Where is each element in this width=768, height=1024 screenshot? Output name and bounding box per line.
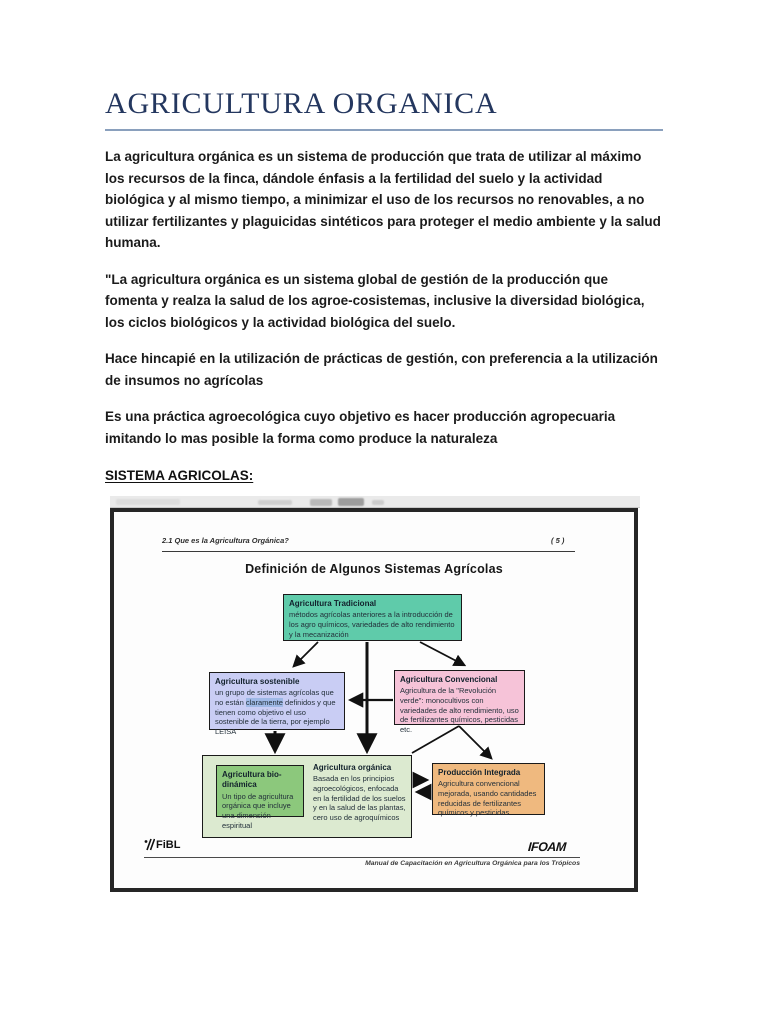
figure-header-rule [162,551,575,552]
box-text [215,688,339,736]
box-title: Producción Integrada [438,768,521,777]
figure-frame [110,508,638,892]
figure-title: Definición de Algunos Sistemas Agrícolas [245,562,503,576]
toolbar-smudge [338,498,364,506]
toolbar-smudge [116,499,180,505]
embedded-figure [110,496,640,892]
toolbar-smudge [258,500,292,505]
figure-toolbar-remnant [110,496,640,508]
box-text: Agricultura de la "Revolución verde": monocultivos con variedades de alto rendimiento, uso de fertilizantes químicos, pesticidas etc. [400,686,519,734]
fibl-logo-icon [144,838,155,851]
diagram-box-agricultura-tradicional [283,594,462,641]
box-text: métodos agrícolas anteriores a la introducción de los agro químicos, variedades de alto rendimiento y la mecanización [289,610,455,639]
toolbar-smudge [372,500,384,505]
highlighted-word: claramente [245,697,283,707]
page-title: AGRICULTURA ORGANICA [105,87,498,120]
figure-caption: Manual de Capacitación en Agricultura Orgánica para los Trópicos [365,860,580,867]
diagram-box-agricultura-biodinamica [216,765,304,830]
box-text-segment: definidos y que tienen como objetivo el uso sostenible de la tierra, por ejemplo LEISA [215,697,336,736]
fibl-logo [144,838,180,851]
figure-canvas [114,512,634,888]
figure-page-number: ( 5 ) [551,536,565,545]
ifoam-logo: IFOAM [527,840,567,854]
organica-text-block [313,763,407,822]
fibl-logo-text: FiBL [156,838,181,851]
paragraph-1: La agricultura orgánica es un sistema de producción que trata de utilizar al máximo los recursos de la finca, dándole énfasis a la fertilidad del suelo y la actividad biológica y al mismo tiempo, a minimizar el uso de los recursos no renovables, a no utilizar fertilizantes y plaguicidas sintéticos para proteger el medio ambiente y la salud humana. [105,149,661,250]
toolbar-smudge [310,499,332,506]
paragraph-2: "La agricultura orgánica es un sistema global de gestión de la producción que fomenta y realza la salud de los agroe-cosistemas, inclusive la diversidad biológica, los ciclos biológicos y la actividad biológica del suelo. [105,271,645,330]
title-underline [105,129,663,131]
figure-footer-rule [144,857,580,858]
box-title: Agricultura Tradicional [289,599,377,608]
box-title: Agricultura bio-dinámica [222,770,282,790]
diagram-box-agricultura-organica [202,755,412,838]
box-title: Agricultura orgánica [313,763,392,772]
paragraph-4: Es una práctica agroecológica cuyo objetivo es hacer producción agropecuaria imitando lo mas posible la forma como produce la naturaleza [105,409,616,446]
box-title: Agricultura sostenible [215,677,300,686]
box-text: Agricultura convencional mejorada, usando cantidades reducidas de fertilizantes químicos y pesticidas [438,779,537,818]
box-text: Un tipo de agricultura orgánica que incluye una dimensión espiritual [222,791,294,830]
section-heading: SISTEMA AGRICOLAS: [105,468,254,483]
diagram-box-agricultura-sostenible [209,672,345,736]
box-title: Agricultura Convencional [400,675,498,684]
diagram-box-produccion-integrada [432,763,545,818]
figure-running-header: 2.1 Que es la Agricultura Orgánica? [162,536,289,545]
box-text-segment: un grupo de sistemas agrícolas que no están [215,688,334,707]
diagram-box-agricultura-convencional [394,670,525,734]
box-text: Basada en los principios agroecológicos, enfocada en la fertilidad de los suelos y en la salud de las plantas, cero uso de agroquímicos [313,774,406,822]
paragraph-3: Hace hincapié en la utilización de prácticas de gestión, con preferencia a la utilización de insumos no agrícolas [105,351,658,388]
